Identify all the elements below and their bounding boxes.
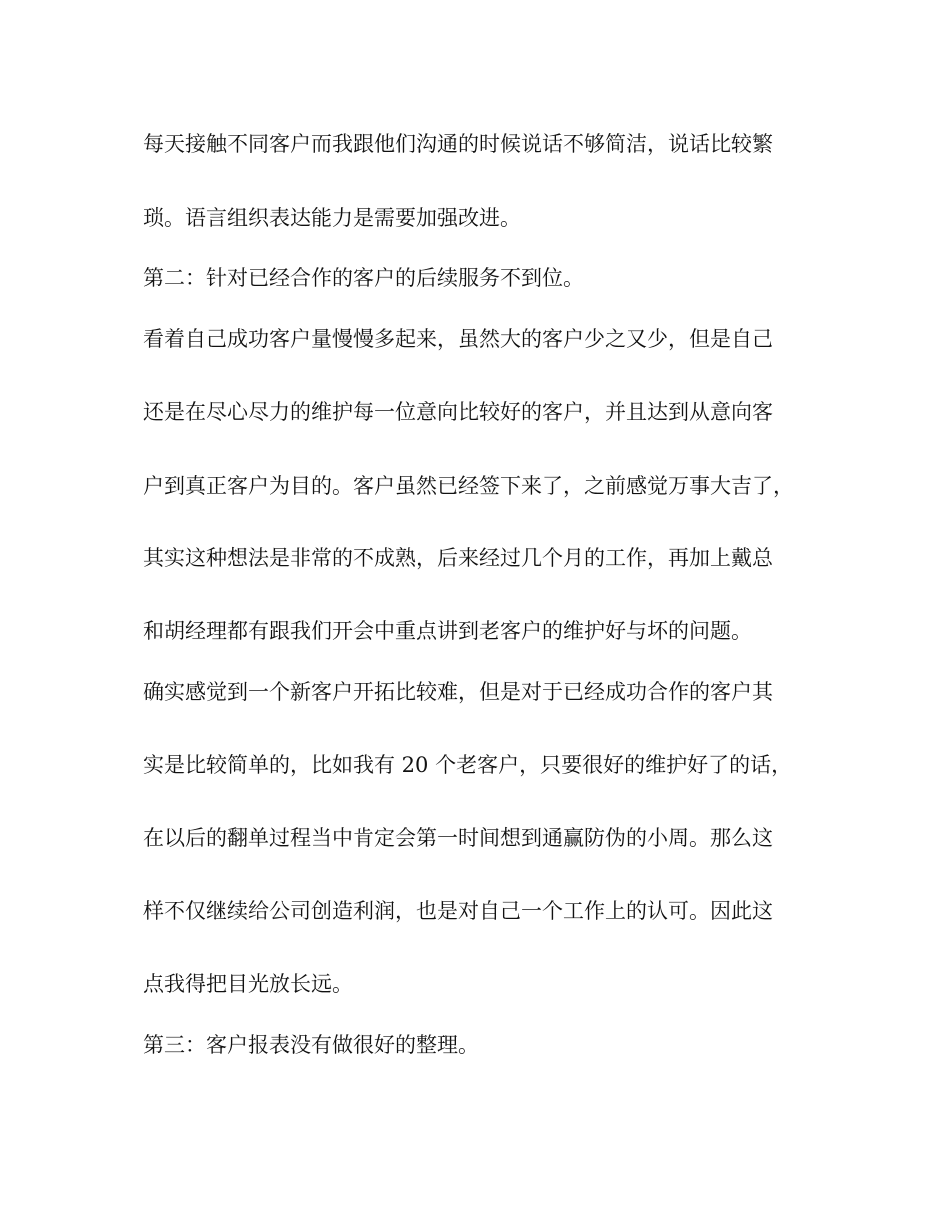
text-line-12: 样不仅继续给公司创造利润，也是对自己一个工作上的认可。因此这 [143,899,773,923]
text-line-1: 每天接触不同客户而我跟他们沟通的时候说话不够简洁，说话比较繁 [143,132,773,156]
text-line-10: 实是比较简单的，比如我有 20 个老客户，只要很好的维护好了的话， [143,753,793,777]
section-heading-3: 第三：客户报表没有做很好的整理。 [143,1033,479,1057]
text-line-13: 点我得把目光放长远。 [143,972,353,996]
text-line-9: 确实感觉到一个新客户开拓比较难，但是对于已经成功合作的客户其 [143,680,773,704]
text-line-7: 其实这种想法是非常的不成熟，后来经过几个月的工作，再加上戴总 [143,546,773,570]
section-heading-2: 第二：针对已经合作的客户的后续服务不到位。 [143,266,584,290]
text-line-11: 在以后的翻单过程当中肯定会第一时间想到通赢防伪的小周。那么这 [143,826,773,850]
text-line-6: 户到真正客户为目的。客户虽然已经签下来了，之前感觉万事大吉了， [143,474,794,498]
text-line-8: 和胡经理都有跟我们开会中重点讲到老客户的维护好与坏的问题。 [143,619,752,643]
text-line-4: 看着自己成功客户量慢慢多起来，虽然大的客户少之又少，但是自己 [143,327,773,351]
text-line-5: 还是在尽心尽力的维护每一位意向比较好的客户，并且达到从意向客 [143,400,773,424]
text-line-2: 琐。语言组织表达能力是需要加强改进。 [143,206,521,230]
